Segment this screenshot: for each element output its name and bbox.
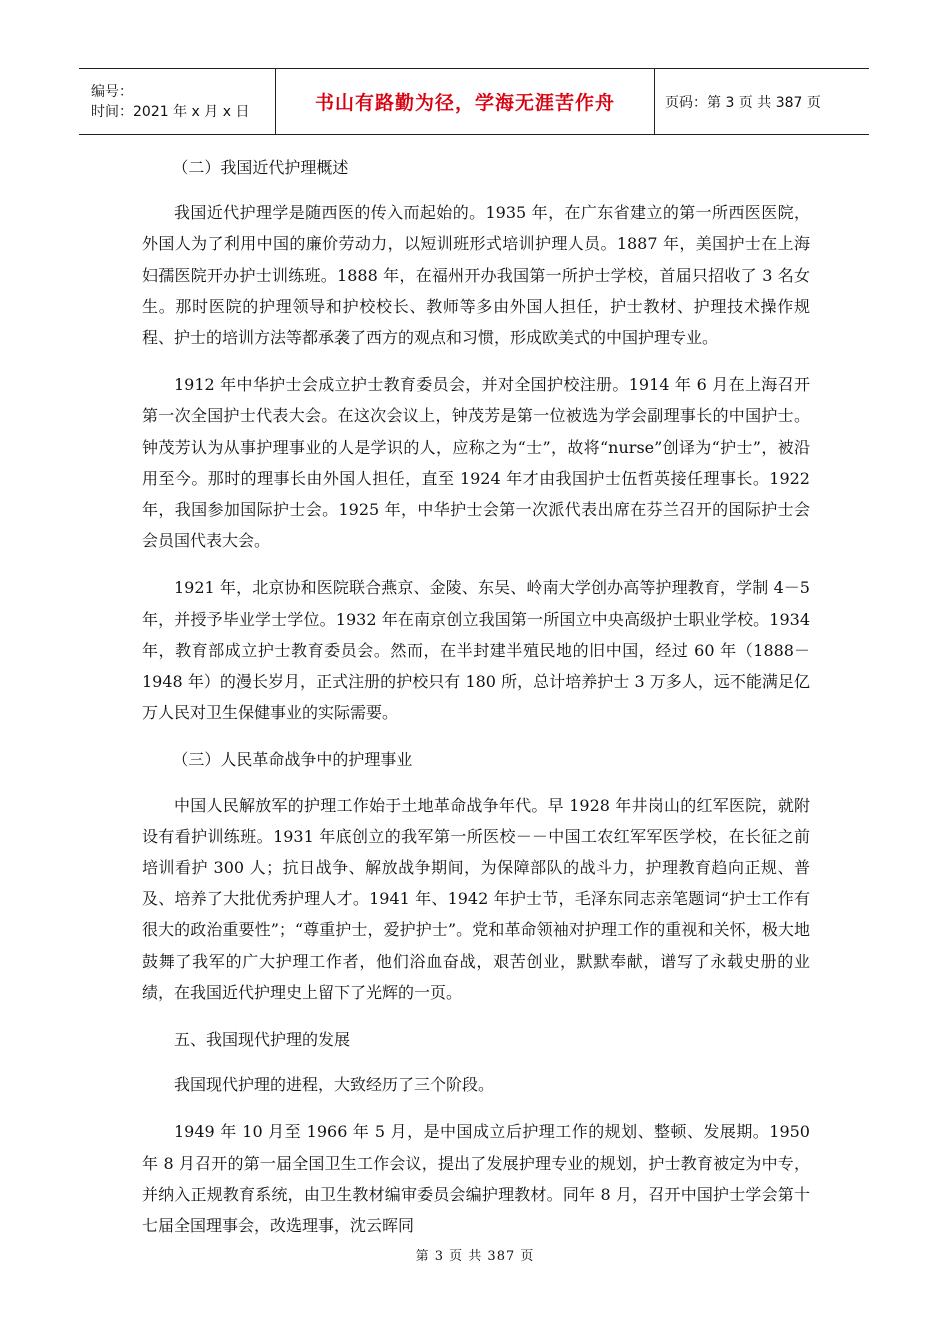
section-heading-contemporary: 五、我国现代护理的发展 [174,1030,351,1050]
paragraph: 1921 年，北京协和医院联合燕京、金陵、东吴、岭南大学创办高等护理教育，学制 4－5 年，并授予毕业学士学位。1932 年在南京创立我国第一所国立中央高级护士职业学校。1934 年，教育部成立护士教育委员会。然而，在半封建半殖民地的旧中国，经过 60 年（1888－1948 年）的漫长岁月，正式注册的护校只有 180 所，总计培养护士 3 万多人，远不能满足亿万人民对卫生保健事业的实际需要。 [142,578,810,723]
header-table [79,68,869,135]
date-line: 时间：2021 年 x 月 x 日 [91,103,250,120]
header-page-info: 页码：第 3 页 共 387 页 [665,94,821,111]
paragraph: 我国近代护理学是随西医的传入而起始的。1935 年，在广东省建立的第一所西医医院，外国人为了利用中国的廉价劳动力，以短训班形式培训护理人员。1887 年，美国护士在上海妇孺医院开办护士训练班。1888 年，在福州开办我国第一所护士学校，首届只招收了 3 名女生。那时医院的护理领导和护校校长、教师等多由外国人担任，护士教材、护理技术操作规程、护士的培训方法等都承袭了西方的观点和习惯，形成欧美式的中国护理专业。 [142,203,810,348]
section-heading-revolutionary-war: （三）人民革命战争中的护理事业 [172,750,413,770]
paragraph: 1912 年中华护士会成立护士教育委员会，并对全国护校注册。1914 年 6 月在上海召开第一次全国护士代表大会。在这次会议上，钟茂芳是第一位被选为学会副理事长的中国护士。钟茂芳认为从事护理事业的人是学识的人，应称之为“士”，故将“nurse”创译为“护士”，被沿用至今。那时的理事长由外国人担任，直至 1924 年才由我国护士伍哲英接任理事长。1922 年，我国参加国际护士会。1925 年，中华护士会第一次派代表出席在芬兰召开的国际护士会会员国代表大会。 [142,375,810,551]
section-heading-modern-nursing: （二）我国近代护理概述 [172,158,349,177]
paragraph: 我国现代护理的进程，大致经历了三个阶段。 [174,1075,495,1095]
header-left-cell [79,69,276,134]
page-footer: 第 3 页 共 387 页 [415,1249,535,1264]
header-motto: 书山有路勤为径，学海无涯苦作舟 [276,69,655,134]
paragraph: 中国人民解放军的护理工作始于土地革命战争年代。早 1928 年井岗山的红军医院，就附设有看护训练班。1931 年底创立的我军第一所医校－－中国工农红军军医学校，在长征之前培训看护 300 人；抗日战争、解放战争期间，为保障部队的战斗力，护理教育趋向正规、普及、培养了大批优秀护理人才。1941 年、1942 年护士节，毛泽东同志亲笔题词“护士工作有很大的政治重要性”；“尊重护士，爱护护士”。党和革命领袖对护理工作的重视和关怀，极大地鼓舞了我军的广大护理工作者，他们浴血奋战，艰苦创业，默默奉献，谱写了永载史册的业绩，在我国近代护理史上留下了光辉的一页。 [142,795,810,1002]
serial-number-label: 编号： [91,83,133,100]
document-body [142,152,810,1257]
paragraph: 1949 年 10 月至 1966 年 5 月，是中国成立后护理工作的规划、整顿、发展期。1950 年 8 月召开的第一届全国卫生工作会议，提出了发展护理专业的规划，护士教育被定为中专，并纳入正规教育系统，由卫生教材编审委员会编护理教材。同年 8 月，召开中国护士学会第十七届全国理事会，改选理事，沈云晖同 [142,1122,810,1236]
